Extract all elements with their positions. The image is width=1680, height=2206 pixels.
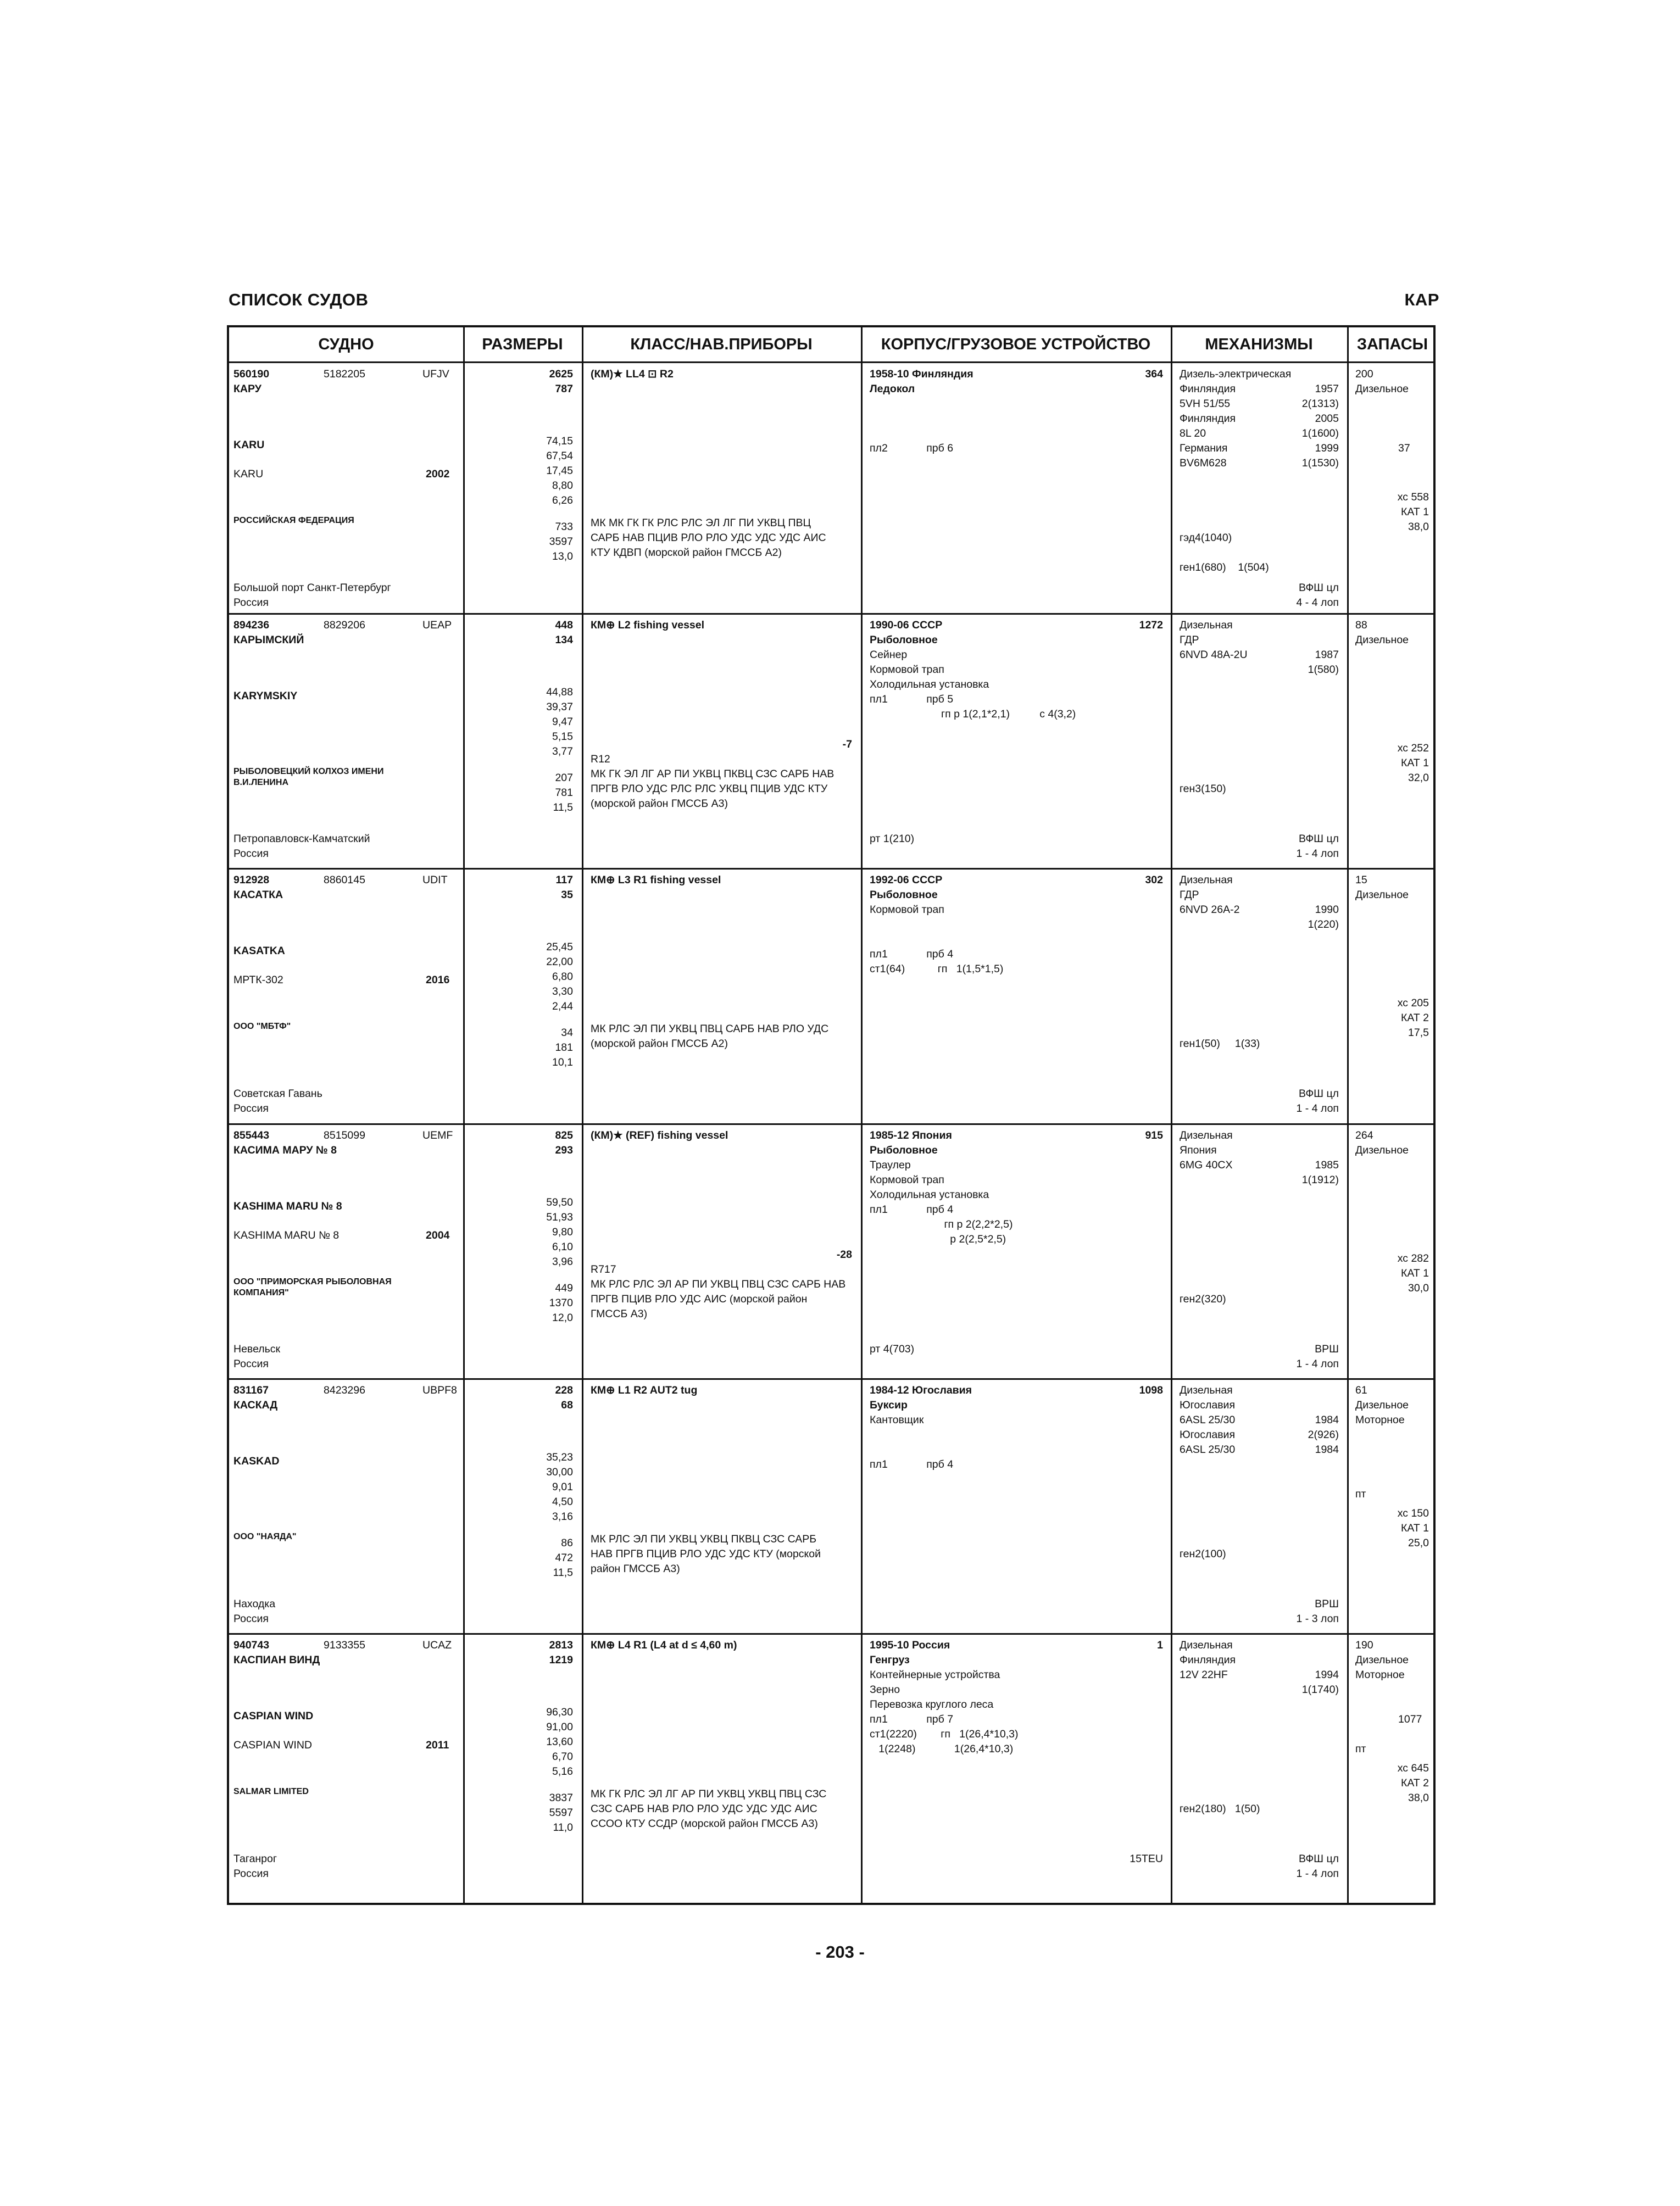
yard-number: 915 — [1145, 1129, 1163, 1141]
deadweight: 86 472 11,5 — [553, 1537, 573, 1579]
deadweight: 733 3597 13,0 — [549, 521, 573, 562]
hull-refrigeration: рт 4(703) — [870, 1343, 915, 1355]
navigation-equipment: МК РЛС РЛС ЭЛ АР ПИ УКВЦ ПВЦ СЗС САРБ НАВ ПРГВ ПЦИВ РЛО УДС АИС (морской район ГМССБ А3) — [591, 1278, 846, 1320]
flag-country: Россия — [233, 848, 269, 860]
stores-capacity: 1077 — [1398, 1713, 1422, 1725]
engine-power: 1994 1(1740) — [1301, 1669, 1339, 1696]
registry-number: 831167 — [233, 1384, 269, 1396]
hull-description: Траулер Кормовой трап Холодильная установка — [870, 1159, 989, 1201]
hull-cargo-gear: пл1 прб 4 гп р 2(2,2*2,5) р 2(2,5*2,5) — [870, 1204, 1013, 1245]
port-of-registry: Петропавловск-Камчатский — [233, 833, 370, 845]
former-name-year: 2004 — [426, 1229, 450, 1241]
propeller: ВФШ цл 1 - 4 лоп — [1296, 1088, 1339, 1115]
owner: SALMAR LIMITED — [233, 1787, 309, 1796]
propeller: ВФШ цл 1 - 4 лоп — [1296, 833, 1339, 860]
gross-tonnage: 228 — [555, 1384, 573, 1396]
stores-category: хс 645 КАТ 2 38,0 — [1397, 1762, 1429, 1804]
column-divider — [861, 327, 863, 1903]
generators: ген2(320) — [1180, 1293, 1226, 1305]
owner: ООО "ПРИМОРСКАЯ РЫБОЛОВНАЯ КОМПАНИЯ" — [233, 1277, 392, 1297]
vessel-name-ru: КАРЫМСКИЙ — [233, 634, 304, 646]
page-number: - 203 - — [815, 1942, 865, 1962]
flag-country: Россия — [233, 1102, 269, 1115]
generators: ген1(50) 1(33) — [1180, 1038, 1260, 1050]
vessel-name-ru: КАСИМА МАРУ № 8 — [233, 1144, 337, 1156]
section-code: КАР — [1404, 290, 1439, 309]
stores-category: хс 558 КАТ 1 38,0 — [1397, 491, 1429, 533]
vessel-name-ru: КАСАТКА — [233, 889, 283, 901]
vessel-type: Ледокол — [870, 383, 915, 395]
vessel-name-lat: KASATKA — [233, 945, 285, 957]
vessel-type: Рыболовное — [870, 889, 938, 901]
call-sign: UEAP — [422, 619, 452, 631]
hull-description: Контейнерные устройства Зерно Перевозка круглого леса — [870, 1669, 1000, 1711]
row-divider — [229, 1123, 1433, 1125]
propeller: ВРШ 1 - 3 лоп — [1296, 1598, 1339, 1625]
yard-number: 1272 — [1139, 619, 1163, 631]
registry-number: 894236 — [233, 619, 270, 631]
fuel-stores: 61 Дизельное Моторное — [1355, 1384, 1409, 1426]
vessel-type: Рыболовное — [870, 1144, 938, 1156]
port-of-registry: Таганрог — [233, 1853, 277, 1865]
class-notation: (КМ)★ LL4 ⊡ R2 — [591, 368, 674, 380]
engine-power: 1984 2(926) 1984 — [1308, 1414, 1339, 1456]
registry-number: 940743 — [233, 1639, 270, 1651]
port-of-registry: Большой порт Санкт-Петербург — [233, 582, 391, 594]
owner: РОССИЙСКАЯ ФЕДЕРАЦИЯ — [233, 516, 354, 525]
engine-power: 1957 2(1313) 2005 1(1600) 1999 1(1530) — [1301, 383, 1339, 469]
hull-cargo-gear: пл2 прб 6 — [870, 442, 954, 454]
call-sign: UDIT — [422, 874, 448, 886]
vessel-name-ru: КАСПИАН ВИНД — [233, 1654, 320, 1666]
class-minus-value: -7 — [842, 738, 852, 750]
registry-number: 855443 — [233, 1129, 270, 1141]
former-name-year: 2002 — [426, 468, 450, 480]
header-divider — [229, 361, 1433, 363]
yard-number: 1098 — [1139, 1384, 1163, 1396]
former-name: KASHIMA MARU № 8 — [233, 1229, 340, 1241]
container-capacity: 15TEU — [1130, 1853, 1163, 1865]
row-divider — [229, 1633, 1433, 1635]
row-divider — [229, 613, 1433, 615]
flag-country: Россия — [233, 1358, 269, 1370]
row-divider — [229, 1378, 1433, 1380]
column-header-stores: ЗАПАСЫ — [1356, 336, 1428, 353]
hull-cargo-gear: пл1 прб 5 гп р 1(2,1*2,1) с 4(3,2) — [870, 693, 1076, 720]
yard-number: 302 — [1145, 874, 1163, 886]
build-date-country: 1984-12 Югославия — [870, 1384, 972, 1396]
main-engine: Дизельная Япония 6MG 40CX — [1180, 1129, 1233, 1171]
vessel-name-lat: KASHIMA MARU № 8 — [233, 1200, 342, 1212]
hull-description: Сейнер Кормовой трап Холодильная установка — [870, 649, 989, 690]
column-header-hull: КОРПУС/ГРУЗОВОЕ УСТРОЙСТВО — [881, 336, 1151, 353]
fuel-stores: 200 Дизельное — [1355, 368, 1409, 395]
column-divider — [1347, 327, 1349, 1903]
former-name-year: 2016 — [426, 974, 450, 986]
fuel-stores: 264 Дизельное — [1355, 1129, 1409, 1156]
imo-number: 8829206 — [324, 619, 365, 631]
vessel-type: Буксир — [870, 1399, 908, 1411]
hull-description: Кормовой трап — [870, 904, 944, 916]
class-notation: КМ⊕ L4 R1 (L4 at d ≤ 4,60 m) — [591, 1639, 737, 1651]
net-tonnage: 134 — [555, 634, 573, 646]
net-tonnage: 68 — [561, 1399, 573, 1411]
column-divider — [582, 327, 583, 1903]
call-sign: UCAZ — [422, 1639, 452, 1651]
call-sign: UBPF8 — [422, 1384, 457, 1396]
net-tonnage: 293 — [555, 1144, 573, 1156]
fuel-stores: 15 Дизельное — [1355, 874, 1409, 901]
engine-power: 1990 1(220) — [1308, 904, 1339, 931]
navigation-equipment: МК МК ГК ГК РЛС РЛС ЭЛ ЛГ ПИ УКВЦ ПВЦ САРБ НАВ ПЦИВ РЛО РЛО УДС УДС УДС АИС КТУ КДВП (морской район ГМССБ А2) — [591, 517, 826, 559]
navigation-equipment: МК РЛС ЭЛ ПИ УКВЦ ПВЦ САРБ НАВ РЛО УДС (морской район ГМССБ А2) — [591, 1023, 829, 1050]
refrigerant: R717 — [591, 1263, 616, 1275]
gross-tonnage: 825 — [555, 1129, 573, 1141]
imo-number: 8515099 — [324, 1129, 365, 1141]
column-header-dimensions: РАЗМЕРЫ — [482, 336, 563, 353]
main-engine: Дизельная ГДР 6NVD 26A-2 — [1180, 874, 1240, 916]
fuel-stores: 88 Дизельное — [1355, 619, 1409, 646]
row-divider — [229, 868, 1433, 870]
main-engine: Дизельная Югославия 6ASL 25/30 Югославия 6ASL 25/30 — [1180, 1384, 1236, 1456]
imo-number: 8423296 — [324, 1384, 365, 1396]
gross-tonnage: 2813 — [549, 1639, 573, 1651]
port-of-registry: Невельск — [233, 1343, 281, 1355]
engine-power: 1985 1(1912) — [1301, 1159, 1339, 1186]
navigation-equipment: МК РЛС ЭЛ ПИ УКВЦ УКВЦ ПКВЦ СЗС САРБ НАВ ПРГВ ПЦИВ РЛО УДС УДС КТУ (морской район ГМССБ А3) — [591, 1533, 821, 1575]
yard-number: 1 — [1157, 1639, 1163, 1651]
refrigerant: R12 — [591, 753, 610, 765]
vessel-name-ru: КАСКАД — [233, 1399, 278, 1411]
deadweight: 3837 5597 11,0 — [549, 1792, 573, 1834]
net-tonnage: 1219 — [549, 1654, 573, 1666]
vessel-name-lat: KARYMSKIY — [233, 690, 298, 702]
dimensions: 59,50 51,93 9,80 6,10 3,96 — [546, 1196, 573, 1268]
main-engine: Дизельная ГДР 6NVD 48A-2U — [1180, 619, 1248, 661]
former-name: KARU — [233, 468, 264, 480]
owner: РЫБОЛОВЕЦКИЙ КОЛХОЗ ИМЕНИ В.И.ЛЕНИНА — [233, 767, 384, 787]
navigation-equipment: МК ГК РЛС ЭЛ ЛГ АР ПИ УКВЦ УКВЦ ПВЦ СЗС СЗС САРБ НАВ РЛО РЛО УДС УДС УДС АИС ССОО КТУ ССДР (морской район ГМССБ А3) — [591, 1788, 827, 1830]
stores-category: хс 150 КАТ 1 25,0 — [1397, 1507, 1429, 1549]
port-of-registry: Советская Гавань — [233, 1088, 322, 1100]
fuel-stores: 190 Дизельное Моторное — [1355, 1639, 1409, 1681]
build-date-country: 1995-10 Россия — [870, 1639, 950, 1651]
build-date-country: 1992-06 СССР — [870, 874, 943, 886]
port-of-registry: Находка — [233, 1598, 276, 1610]
imo-number: 8860145 — [324, 874, 365, 886]
engine-power: 1987 1(580) — [1308, 649, 1339, 676]
deadweight: 449 1370 12,0 — [549, 1282, 573, 1324]
dimensions: 35,23 30,00 9,01 4,50 3,16 — [546, 1451, 573, 1523]
vessel-name-lat: CASPIAN WIND — [233, 1710, 314, 1722]
propeller: ВФШ цл 1 - 4 лоп — [1296, 1853, 1339, 1880]
flag-country: Россия — [233, 1868, 269, 1880]
hull-description: Кантовщик — [870, 1414, 924, 1426]
class-notation: КМ⊕ L1 R2 AUT2 tug — [591, 1384, 698, 1396]
former-name: МРТК-302 — [233, 974, 283, 986]
column-header-vessel: СУДНО — [318, 336, 374, 353]
class-notation: КМ⊕ L2 fishing vessel — [591, 619, 705, 631]
imo-number: 9133355 — [324, 1639, 365, 1651]
owner: ООО "НАЯДА" — [233, 1532, 297, 1541]
vessel-name-ru: КАРУ — [233, 383, 262, 395]
stores-pt: пт — [1355, 1743, 1366, 1755]
net-tonnage: 35 — [561, 889, 573, 901]
generators: гэд4(1040) ген1(680) 1(504) — [1180, 532, 1269, 573]
build-date-country: 1990-06 СССР — [870, 619, 943, 631]
registry-number: 560190 — [233, 368, 270, 380]
column-divider — [1171, 327, 1172, 1903]
deadweight: 34 181 10,1 — [552, 1027, 573, 1068]
call-sign: UEMF — [422, 1129, 453, 1141]
gross-tonnage: 2625 — [549, 368, 573, 380]
stores-pt: пт — [1355, 1488, 1366, 1500]
stores-category: хс 252 КАТ 1 32,0 — [1397, 742, 1429, 784]
dimensions: 96,30 91,00 13,60 6,70 5,16 — [546, 1706, 573, 1778]
former-name-year: 2011 — [426, 1739, 449, 1751]
flag-country: Россия — [233, 1613, 269, 1625]
class-notation: КМ⊕ L3 R1 fishing vessel — [591, 874, 721, 886]
call-sign: UFJV — [422, 368, 449, 380]
net-tonnage: 787 — [555, 383, 573, 395]
vessel-name-lat: KASKAD — [233, 1455, 280, 1467]
gross-tonnage: 117 — [555, 874, 573, 886]
build-date-country: 1985-12 Япония — [870, 1129, 952, 1141]
navigation-equipment: МК ГК ЭЛ ЛГ АР ПИ УКВЦ ПКВЦ СЗС САРБ НАВ ПРГВ РЛО УДС РЛС РЛС УКВЦ ПЦИВ УДС КТУ (морской район ГМССБ А3) — [591, 768, 835, 810]
stores-capacity: 37 — [1398, 442, 1410, 454]
column-header-machinery: МЕХАНИЗМЫ — [1205, 336, 1313, 353]
class-minus-value: -28 — [836, 1249, 852, 1261]
vessel-name-lat: KARU — [233, 439, 265, 451]
ship-list-table — [227, 325, 1436, 1905]
stores-category: хс 205 КАТ 2 17,5 — [1397, 997, 1429, 1039]
main-engine: Дизельная Финляндия 12V 22HF — [1180, 1639, 1236, 1681]
dimensions: 74,15 67,54 17,45 8,80 6,26 — [546, 435, 573, 506]
generators: ген2(180) 1(50) — [1180, 1803, 1260, 1815]
imo-number: 5182205 — [324, 368, 365, 380]
propeller: ВРШ 1 - 4 лоп — [1296, 1343, 1339, 1370]
hull-refrigeration: рт 1(210) — [870, 833, 915, 845]
hull-cargo-gear: пл1 прб 7 ст1(2220) гп 1(26,4*10,3) 1(2248) 1(26,4*10,3) — [870, 1713, 1019, 1755]
generators: ген2(100) — [1180, 1548, 1226, 1560]
dimensions: 25,45 22,00 6,80 3,30 2,44 — [546, 941, 573, 1012]
owner: ООО "МБТФ" — [233, 1022, 291, 1031]
former-name: CASPIAN WIND — [233, 1739, 313, 1751]
propeller: ВФШ цл 4 - 4 лоп — [1296, 582, 1339, 609]
deadweight: 207 781 11,5 — [553, 772, 573, 814]
flag-country: Россия — [233, 597, 269, 609]
vessel-type: Генгруз — [870, 1654, 910, 1666]
main-engine: Дизель-электрическая Финляндия 5VH 51/55 Финляндия 8L 20 Германия BV6M628 — [1180, 368, 1292, 469]
dimensions: 44,88 39,37 9,47 5,15 3,77 — [546, 686, 573, 757]
registry-number: 912928 — [233, 874, 270, 886]
stores-category: хс 282 КАТ 1 30,0 — [1397, 1252, 1429, 1294]
hull-cargo-gear: пл1 прб 4 — [870, 1458, 954, 1470]
vessel-type: Рыболовное — [870, 634, 938, 646]
gross-tonnage: 448 — [555, 619, 573, 631]
yard-number: 364 — [1145, 368, 1163, 380]
hull-cargo-gear: пл1 прб 4 ст1(64) гп 1(1,5*1,5) — [870, 948, 1004, 975]
class-notation: (КМ)★ (REF) fishing vessel — [591, 1129, 728, 1141]
column-header-class: КЛАСС/НАВ.ПРИБОРЫ — [630, 336, 813, 353]
generators: ген3(150) — [1180, 783, 1226, 795]
document-title: СПИСОК СУДОВ — [229, 290, 369, 309]
build-date-country: 1958-10 Финляндия — [870, 368, 973, 380]
